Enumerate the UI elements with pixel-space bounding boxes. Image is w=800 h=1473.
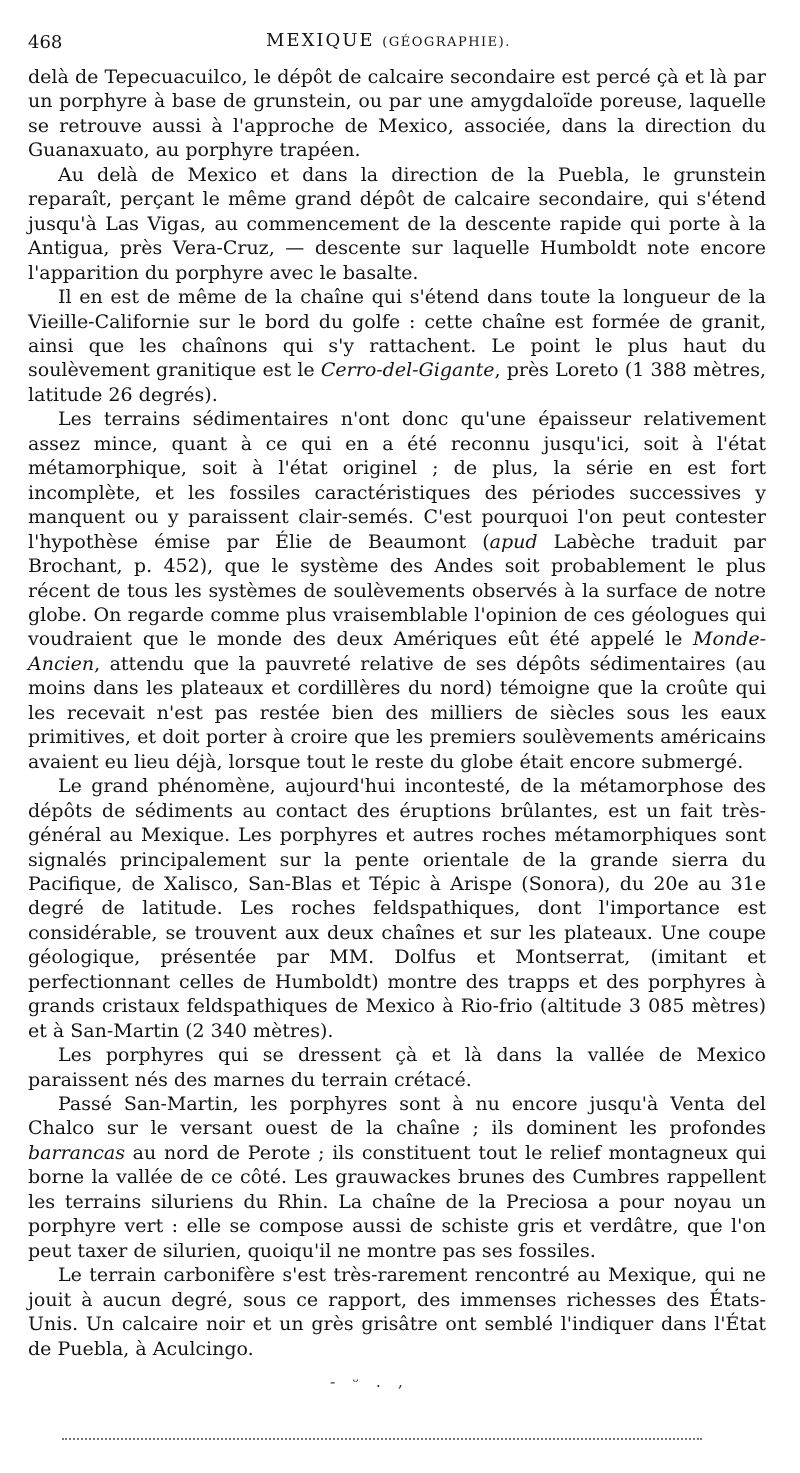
paragraph-7-text-a: Passé San-Martin, les porphyres sont à nu encore jusqu'à Venta del Chalco sur le versant ouest de la chaîne ; ils dominent les profondes — [28, 1093, 766, 1140]
paragraph-4-text-a: Les terrains sédimentaires n'ont donc qu'une épaisseur relativement assez mince, quant à ce qui en a été reconnu jusqu'ici, soit à l'état métamorphique, soit à l'état originel ; de plus, la série en est fort incomplète, et les fossiles caractéristiques des périodes successives y manquent ou y paraissent clair-semés. C'est pourquoi l'on peut contester l'hypothèse émise par Élie de Beaumont ( — [28, 408, 766, 553]
paragraph-3-italic: Cerro-del-Gigante — [320, 359, 495, 382]
paragraph-3 — [28, 285, 766, 407]
page-number: 468 — [28, 32, 63, 53]
page-header — [28, 28, 766, 56]
paragraph-7-text-b: au nord de Perote ; ils constituent tout le relief montagneux qui borne la vallée de ce côté. Les grauwackes brunes des Cumbres rappellent les terrains siluriens du Rhin. La chaîne de la Preciosa a pour noyau un porphyre vert : elle se compose aussi de schiste gris et verdâtre, que l'on peut taxer de silurien, quoiqu'il ne montre pas ses fossiles. — [28, 1141, 766, 1262]
paragraph-4-italic-a: apud — [489, 530, 538, 553]
paragraph-8: Le terrain carbonifère s'est très-rarement rencontré au Mexique, qui ne jouit à aucun degré, sous ce rapport, des immenses richesses des États-Unis. Un calcaire noir et un grès grisâtre ont semblé l'indiquer dans l'État de Puebla, à Aculcingo. — [28, 1264, 766, 1360]
paragraph-6: Les porphyres qui se dressent çà et là dans la vallée de Mexico paraissent nés des marnes du terrain crétacé. — [28, 1044, 766, 1091]
paragraph-4 — [28, 407, 766, 774]
running-title — [266, 30, 511, 51]
paragraph-4-text-b: Labèche traduit par Brochant, p. 452), que le système des Andes soit probablement le plus récent de tous les systèmes de soulèvements observés à la surface de notre globe. On regarde comme plus vraisemblable l'opinion de ces géologues qui voudraient que le monde des deux Amériques eût été appelé le — [28, 530, 766, 651]
footer-mark: - ᵕ . , — [330, 1372, 409, 1391]
paragraph-7-italic: barrancas — [28, 1141, 125, 1164]
paragraph-5: Le grand phénomène, aujourd'hui incontesté, de la métamorphose des dépôts de sédiments au contact des éruptions brûlantes, est un fait très-général au Mexique. Les porphyres et autres roches métamorphiques sont signalés principalement sur la pente orientale de la grande sierra du Pacifique, de Xalisco, San-Blas et Tépic à Arispe (Sonora), du 20e au 31e degré de latitude. Les roches feldspathiques, dont l'importance est considérable, se trouvent aux deux chaînes et sur les plateaux. Une coupe géologique, présentée par MM. Dolfus et Montserrat, (imitant et perfectionnant celles de Humboldt) montre des trapps et des porphyres à grands cristaux feldspathiques de Mexico à Rio-frio (altitude 3 085 mètres) et à San-Martin (2 340 mètres). — [28, 775, 766, 1042]
paragraph-4-text-c: , attendu que la pauvreté relative de ses dépôts sédimentaires (au moins dans les plateaux et cordillères du nord) témoigne que la croûte qui les recevait n'est pas restée bien des milliers de siècles sous les eaux primitives, et doit porter à croire que les premiers soulèvements américains avaient eu lieu déjà, lorsque tout le reste du globe était encore submergé. — [28, 652, 766, 773]
paragraph-3-text-a: Il en est de même de la chaîne qui s'étend dans toute la longueur de la Vieille-Californie sur le bord du golfe : cette chaîne est formée de granit, ainsi que les chaînons qui s'y rattachent. Le point le plus haut du soulèvement granitique est le — [28, 286, 766, 382]
paragraph-1: delà de Tepecuacuilco, le dépôt de calcaire secondaire est percé çà et là par un porphyre à base de grunstein, ou par une amygdaloïde poreuse, laquelle se retrouve aussi à l'approche de Mexico, associée, dans la direction du Guanaxuato, au porphyre trapéen. — [28, 66, 766, 162]
paragraph-7 — [28, 1092, 766, 1263]
paragraph-4-italic-b: Monde-Ancien — [28, 628, 766, 675]
running-title-subtitle: (GÉOGRAPHIE). — [382, 35, 511, 50]
paragraph-3-text-b: , près Loreto (1 388 mètres, latitude 26 degrés). — [28, 359, 766, 406]
paragraph-2: Au delà de Mexico et dans la direction de la Puebla, le grunstein reparaît, perçant le même grand dépôt de calcaire secondaire, qui s'étend jusqu'à Las Vigas, au commencement de la descente rapide qui porte à la Antigua, près Vera-Cruz, — descente sur laquelle Humboldt note encore l'apparition du porphyre avec le basalte. — [28, 163, 766, 284]
body-text — [28, 65, 766, 1361]
running-title-main: MEXIQUE — [266, 30, 375, 51]
dotted-rule — [62, 1438, 702, 1440]
document-page — [28, 28, 766, 1361]
